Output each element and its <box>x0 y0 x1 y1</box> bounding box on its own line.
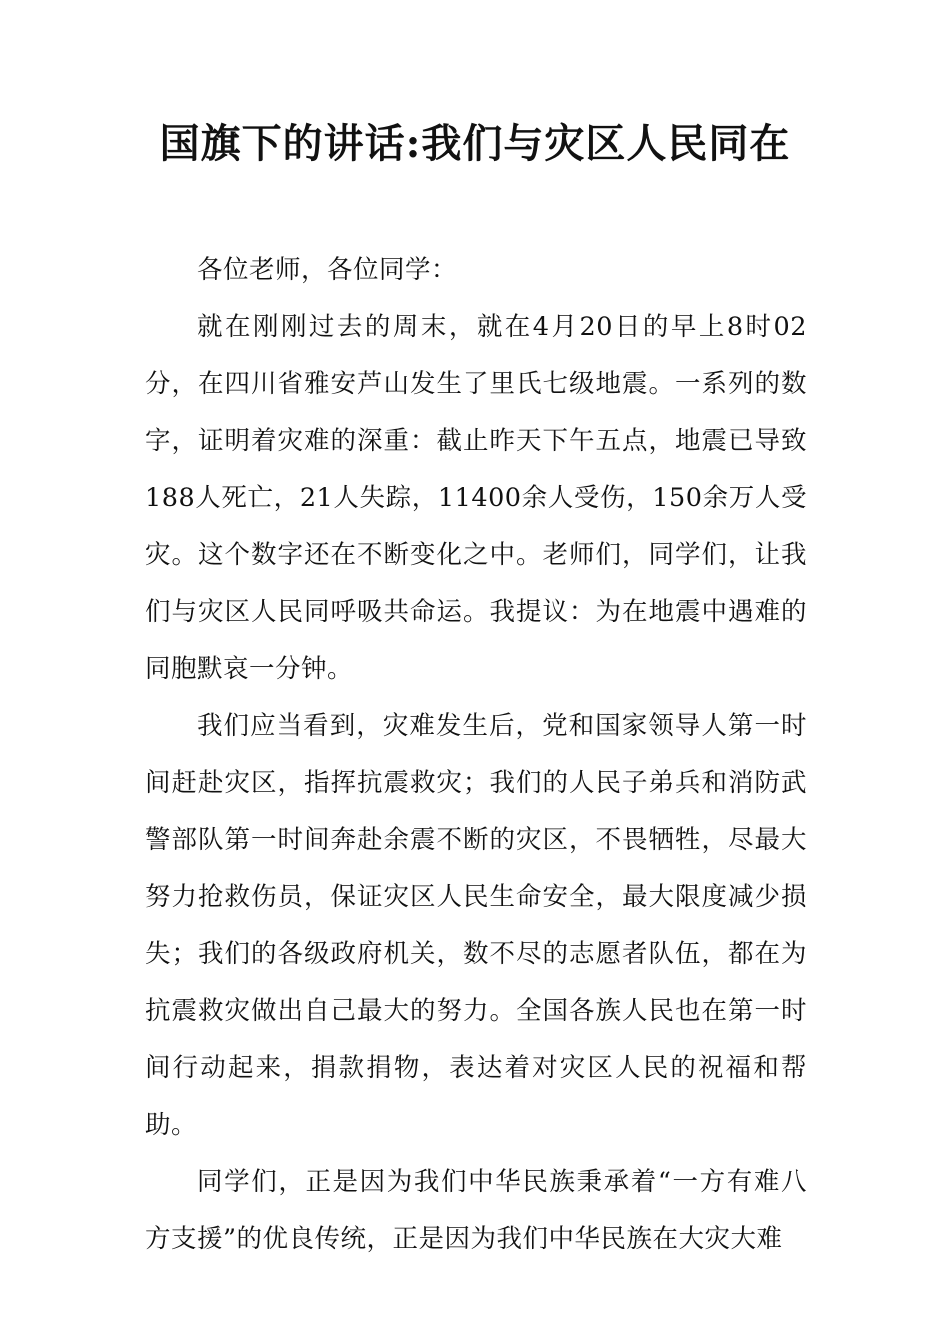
document-title: 国旗下的讲话:我们与灾区人民同在 <box>159 120 791 167</box>
paragraph-earthquake-report: 就在刚刚过去的周末，就在4月20日的早上8时02分，在四川省雅安芦山发生了里氏七级地震。一系列的数字，证明着灾难的深重：截止昨天下午五点，地震已导致188人死亡，21人失踪，11400余人受伤，150余万人受灾。这个数字还在不断变化之中。老师们，同学们，让我们与灾区人民同呼吸共命运。我提议：为在地震中遇难的同胞默哀一分钟。 <box>145 312 807 684</box>
paragraph-greeting: 各位老师，各位同学： <box>197 255 458 285</box>
paragraph-rescue-efforts: 我们应当看到，灾难发生后，党和国家领导人第一时间赶赴灾区，指挥抗震救灾；我们的人民子弟兵和消防武警部队第一时间奔赴余震不断的灾区，不畏牺牲，尽最大努力抢救伤员，保证灾区人民生命安全，最大限度减少损失；我们的各级政府机关，数不尽的志愿者队伍，都在为抗震救灾做出自己最大的努力。全国各族人民也在第一时间行动起来，捐款捐物，表达着对灾区人民的祝福和帮助。 <box>145 711 807 1140</box>
paragraph-national-spirit: 同学们，正是因为我们中华民族秉承着“一方有难八方支援”的优良传统，正是因为我们中华民族在大灾大难 <box>145 1167 807 1254</box>
document-body <box>145 242 807 1268</box>
